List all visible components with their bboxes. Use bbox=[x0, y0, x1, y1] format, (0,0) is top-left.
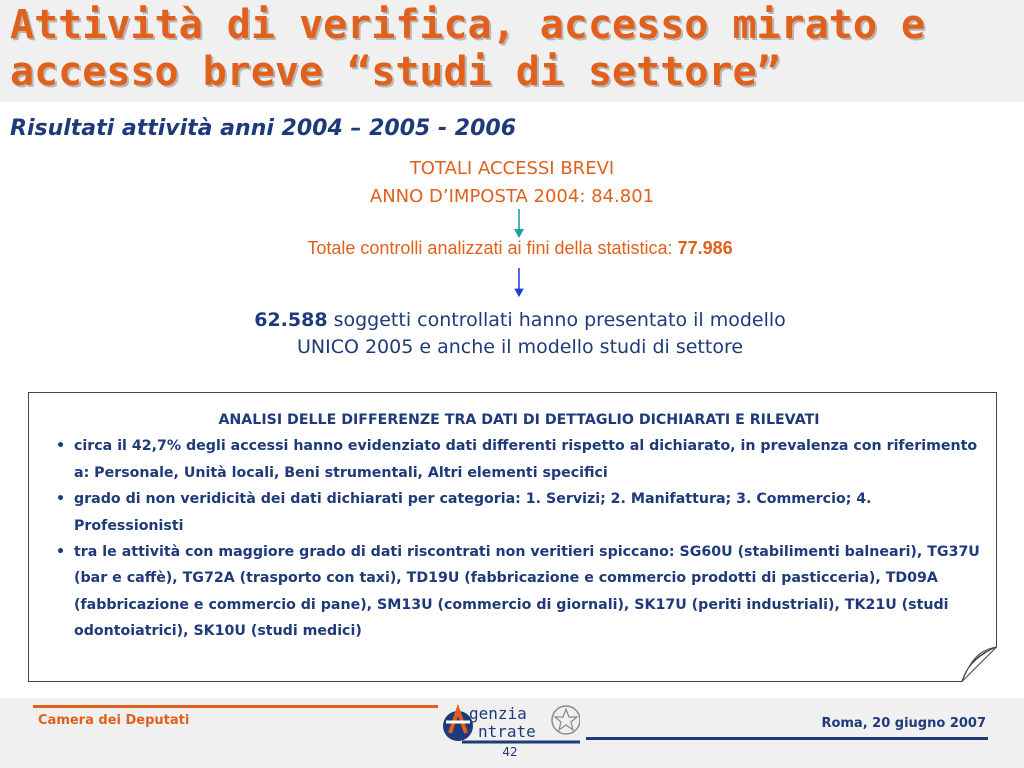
slide-title: Attività di verifica, accesso mirato e accesso breve “studi di settore” bbox=[10, 2, 926, 95]
note-content bbox=[54, 407, 984, 645]
analysis-bullet: • circa il 42,7% degli accessi hanno evidenziato dati differenti rispetto al dichiarato, in prevalenza con riferimento a: Personale, Unità locali, Beni strumentali, Altri elementi specifici bbox=[54, 433, 984, 486]
arrow-down-icon bbox=[512, 268, 526, 298]
analysis-bullet: • tra le attività con maggiore grado di dati riscontrati non veritieri spiccano: SG60U (stabilimenti balneari), TG37U (bar e caffè), TG72A (trasporto con taxi), TD19U (fabbricazione e commercio prodotti di pasticceria), TD09A (fabbricazione e commercio di pane), SM13U (commercio di giornali), SK17U (periti industriali), TK21U (studi odontoiatrici), SK10U (studi medici) bbox=[54, 539, 984, 645]
result-value: 62.588 bbox=[254, 309, 328, 331]
stat-value: 77.986 bbox=[677, 238, 733, 258]
analysis-heading: ANALISI DELLE DIFFERENZE TRA DATI DI DETTAGLIO DICHIARATI E RILEVATI bbox=[218, 412, 820, 428]
analysis-note bbox=[28, 392, 997, 682]
footer-rule-left bbox=[33, 705, 438, 708]
totals-line-1: TOTALI ACCESSI BREVI bbox=[409, 158, 615, 179]
analysis-bullets bbox=[54, 433, 984, 644]
italian-republic-emblem-icon bbox=[552, 706, 580, 734]
page-number: 42 bbox=[502, 745, 518, 759]
footer-rule-right bbox=[586, 737, 988, 740]
result-line-2: UNICO 2005 e anche il modello studi di settore bbox=[296, 336, 744, 358]
stat-label: Totale controlli analizzati ai fini della statistica: bbox=[307, 238, 678, 258]
result-text: soggetti controllati hanno presentato il modello bbox=[327, 309, 786, 331]
analysis-bullet: • grado di non veridicità dei dati dichiarati per categoria: 1. Servizi; 2. Manifattura; 3. Commercio; 4. Professionisti bbox=[54, 486, 984, 539]
slide-subtitle: Risultati attività anni 2004 – 2005 - 2006 bbox=[10, 116, 517, 141]
logo-text-agenzia: genzia bbox=[469, 704, 527, 723]
arrow-down-icon bbox=[512, 209, 526, 239]
logo-text-entrate: ntrate bbox=[478, 722, 536, 741]
footer-organization: Camera dei Deputati bbox=[38, 713, 190, 728]
footer-date: Roma, 20 giugno 2007 bbox=[821, 716, 986, 731]
result-line-1 bbox=[0, 309, 1024, 331]
stat-line bbox=[0, 238, 1024, 259]
totals-line-2: ANNO D’IMPOSTA 2004: 84.801 bbox=[369, 186, 655, 207]
